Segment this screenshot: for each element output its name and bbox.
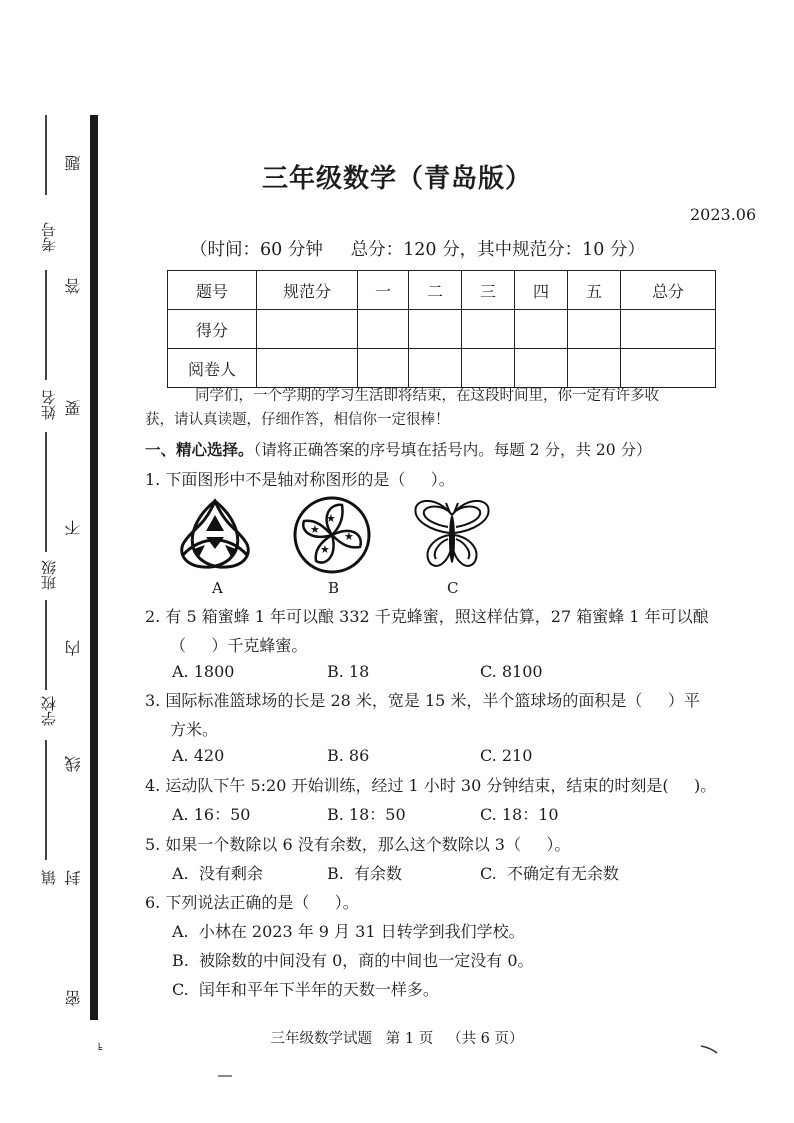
seal-char: 封 bbox=[64, 870, 83, 886]
question-1: 1. 下面图形中不是轴对称图形的是（ ）。 bbox=[145, 470, 455, 489]
stray-mark bbox=[218, 1075, 232, 1077]
table-header-cell: 四 bbox=[515, 271, 568, 310]
intro-line-1: 同学们，一个学期的学习生活即将结束，在这段时间里，你一定有许多收 bbox=[195, 388, 659, 404]
page-title: 三年级数学（青岛版） bbox=[261, 164, 532, 194]
question-5: 5. 如果一个数除以 6 没有余数，那么这个数除以 3（ ）。 bbox=[145, 835, 571, 854]
school-label: 学校 bbox=[40, 696, 58, 726]
margin-blank-line bbox=[45, 270, 47, 380]
score-cell[interactable] bbox=[568, 310, 621, 349]
section-heading bbox=[145, 438, 652, 460]
score-cell[interactable] bbox=[358, 349, 409, 388]
option: C. 闰年和平年下半年的天数一样多。 bbox=[172, 980, 439, 999]
score-cell[interactable] bbox=[409, 349, 462, 388]
score-cell[interactable] bbox=[257, 310, 358, 349]
option: A. 420 bbox=[172, 746, 225, 765]
seal-char: 答 bbox=[64, 278, 83, 294]
option: C. 8100 bbox=[480, 662, 543, 681]
question-3-cont: 方米。 bbox=[170, 720, 219, 739]
seal-char: 要 bbox=[64, 400, 83, 416]
seal-char: 题 bbox=[64, 155, 83, 171]
seal-char: 内 bbox=[64, 640, 83, 656]
page-footer: 三年级数学试题 第 1 页 （共 6 页） bbox=[270, 1031, 524, 1047]
figure-label: A bbox=[212, 579, 223, 597]
section-note: （请将正确答案的序号填在括号内。每题 2 分，共 20 分） bbox=[253, 441, 652, 459]
table-row bbox=[168, 349, 716, 388]
option: B. 18：50 bbox=[327, 805, 406, 824]
table-row bbox=[168, 271, 716, 310]
score-cell[interactable] bbox=[257, 349, 358, 388]
flower-circle-figure bbox=[290, 495, 374, 575]
seal-char: 线 bbox=[64, 756, 83, 772]
seal-char: 不 bbox=[64, 520, 83, 536]
option: A. 没有剩余 bbox=[172, 864, 263, 883]
svg-text:★: ★ bbox=[326, 512, 336, 525]
table-header-cell: 三 bbox=[462, 271, 515, 310]
option: A. 16：50 bbox=[172, 805, 251, 824]
table-header-cell: 规范分 bbox=[257, 271, 358, 310]
svg-text:★: ★ bbox=[310, 523, 320, 536]
score-table bbox=[167, 270, 716, 388]
svg-text:★: ★ bbox=[320, 543, 330, 556]
option: B. 有余数 bbox=[327, 864, 403, 883]
scribble-mark bbox=[700, 1044, 718, 1054]
figure-label: B bbox=[328, 579, 340, 597]
figure-label: C bbox=[447, 579, 459, 597]
table-header-cell: 五 bbox=[568, 271, 621, 310]
table-header-cell: 总分 bbox=[621, 271, 716, 310]
option: A. 小林在 2023 年 9 月 31 日转学到我们学校。 bbox=[172, 922, 525, 941]
question-4: 4. 运动队下午 5:20 开始训练，经过 1 小时 30 分钟结束，结束的时刻是( )。 bbox=[145, 776, 717, 795]
table-header-cell: 二 bbox=[409, 271, 462, 310]
score-cell[interactable] bbox=[358, 310, 409, 349]
score-cell[interactable] bbox=[515, 310, 568, 349]
score-cell[interactable] bbox=[621, 349, 716, 388]
exam-info: （时间：60 分钟 总分：120 分，其中规范分：10 分） bbox=[190, 240, 645, 260]
town-label: 镇 bbox=[40, 870, 58, 885]
margin-blank-line bbox=[45, 432, 47, 552]
class-label: 班级 bbox=[40, 560, 58, 590]
intro-line-2: 获，请认真读题，仔细作答，相信你一定很棒！ bbox=[145, 412, 450, 428]
table-row bbox=[168, 310, 716, 349]
score-cell[interactable] bbox=[621, 310, 716, 349]
option: B. 18 bbox=[327, 662, 370, 681]
option: A. 1800 bbox=[172, 662, 235, 681]
question-2-cont: （ ）千克蜂蜜。 bbox=[170, 636, 308, 655]
score-cell[interactable] bbox=[462, 310, 515, 349]
option: C. 210 bbox=[480, 746, 533, 765]
question-2: 2. 有 5 箱蜜蜂 1 年可以酿 332 千克蜂蜜，照这样估算，27 箱蜜蜂 1 年可以酿 bbox=[145, 607, 709, 626]
option: C. 18：10 bbox=[480, 805, 559, 824]
question-3: 3. 国际标准篮球场的长是 28 米，宽是 15 米，半个篮球场的面积是（ ）平 bbox=[145, 691, 700, 710]
score-cell[interactable] bbox=[409, 310, 462, 349]
score-cell[interactable] bbox=[568, 349, 621, 388]
option: B. 被除数的中间没有 0，商的中间也一定没有 0。 bbox=[172, 951, 534, 970]
corner-mark: ╘ bbox=[96, 1044, 103, 1055]
score-cell[interactable] bbox=[462, 349, 515, 388]
option: B. 86 bbox=[327, 746, 370, 765]
seal-char: 密 bbox=[64, 990, 83, 1006]
table-header-cell: 题号 bbox=[168, 271, 257, 310]
exam-number-label: 考号 bbox=[40, 222, 58, 252]
exam-date: 2023.06 bbox=[690, 205, 757, 224]
row-label: 得分 bbox=[168, 310, 257, 349]
option: C. 不确定有无余数 bbox=[480, 864, 619, 883]
binding-bar bbox=[90, 115, 98, 1020]
row-label: 阅卷人 bbox=[168, 349, 257, 388]
name-label: 姓名 bbox=[40, 390, 58, 420]
score-cell[interactable] bbox=[515, 349, 568, 388]
section-title: 一、精心选择。 bbox=[145, 440, 254, 459]
question-6: 6. 下列说法正确的是（ ）。 bbox=[145, 893, 359, 912]
svg-text:★: ★ bbox=[344, 530, 354, 543]
butterfly-figure bbox=[410, 495, 494, 575]
triquetra-figure bbox=[175, 495, 255, 575]
table-header-cell: 一 bbox=[358, 271, 409, 310]
margin-blank-line bbox=[45, 600, 47, 690]
margin-blank-line bbox=[45, 740, 47, 860]
